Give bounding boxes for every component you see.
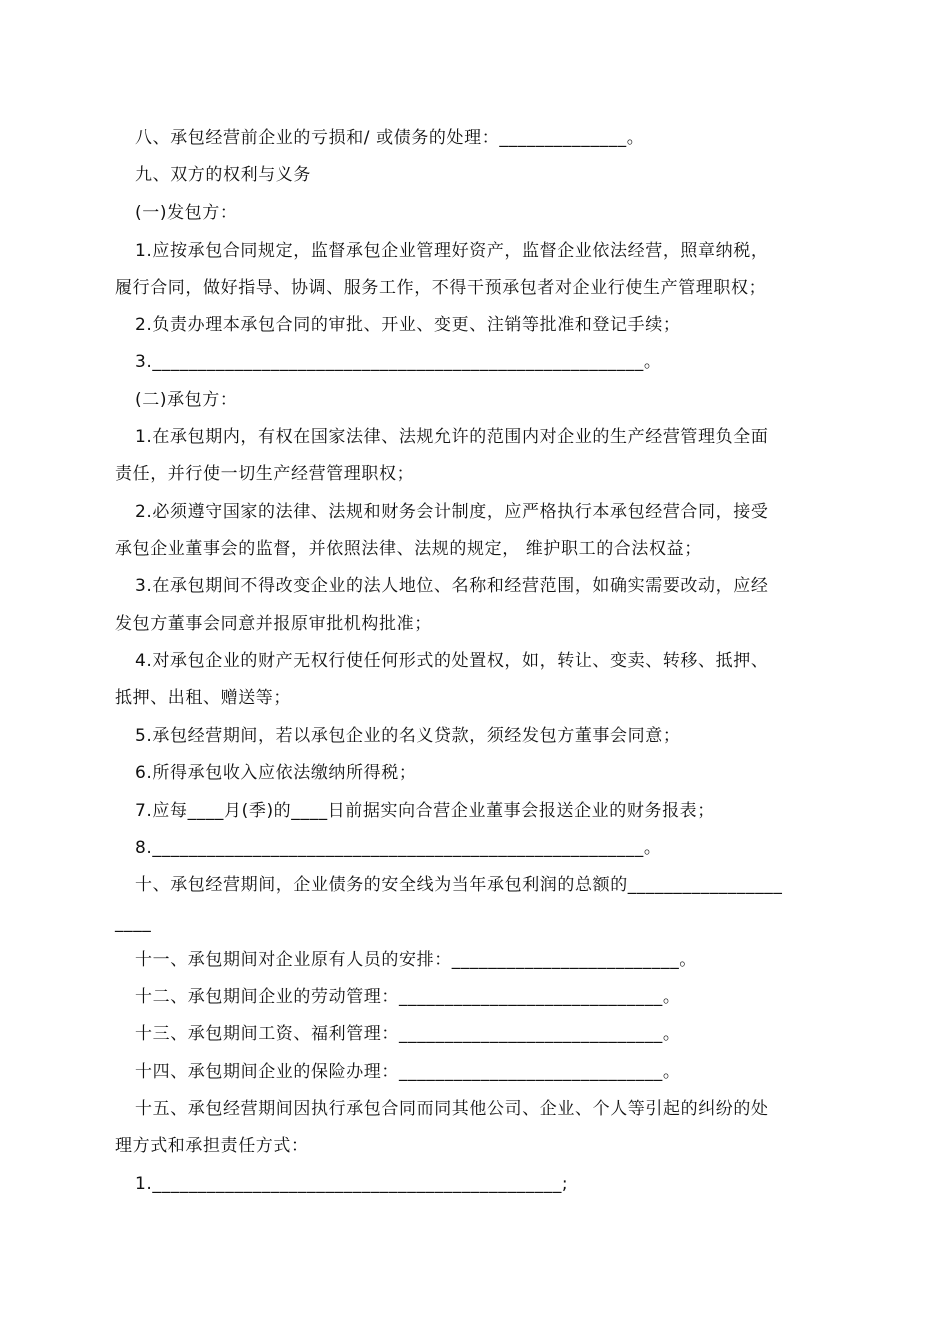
contractor-item-3-line-2: 发包方董事会同意并报原审批机构批准； bbox=[115, 614, 432, 634]
contractor-item-1-line-1: 1.在承包期内，有权在国家法律、法规允许的范围内对企业的生产经营管理负全面 bbox=[135, 427, 769, 447]
clause-10-debt-safety-line: 十、承包经营期间，企业债务的安全线为当年承包利润的总额的_________________ bbox=[135, 875, 783, 895]
clause-11-staff-arrangement: 十一、承包期间对企业原有人员的安排：_________________________。 bbox=[135, 950, 697, 970]
clause-10-continuation: ____ bbox=[115, 913, 152, 933]
contractor-item-1-line-2: 责任，并行使一切生产经营管理职权； bbox=[115, 464, 415, 484]
contractor-item-2-line-1: 2.必须遵守国家的法律、法规和财务会计制度，应严格执行本承包经营合同，接受 bbox=[135, 502, 769, 522]
section-contractor-issuer-heading: (一)发包方： bbox=[135, 203, 238, 223]
contractor-item-4-line-1: 4.对承包企业的财产无权行使任何形式的处置权，如，转让、变卖、转移、抵押、 bbox=[135, 651, 769, 671]
contractor-item-7: 7.应每____月(季)的____日前据实向合营企业董事会报送企业的财务报表； bbox=[135, 801, 715, 821]
clause-15-item-1-blank: 1._____________________________________________; bbox=[135, 1174, 569, 1194]
clause-9-heading: 九、双方的权利与义务 bbox=[135, 165, 311, 185]
contractor-item-4-line-2: 抵押、出租、赠送等； bbox=[115, 688, 291, 708]
clause-15-line-1: 十五、承包经营期间因执行承包合同而同其他公司、企业、个人等引起的纠纷的处 bbox=[135, 1099, 769, 1119]
contractor-item-5: 5.承包经营期间，若以承包企业的名义贷款，须经发包方董事会同意； bbox=[135, 726, 681, 746]
clause-13-wage-welfare: 十三、承包期间工资、福利管理：_____________________________。 bbox=[135, 1024, 681, 1044]
contractor-item-3-line-1: 3.在承包期间不得改变企业的法人地位、名称和经营范围，如确实需要改动，应经 bbox=[135, 576, 769, 596]
clause-8-loss-debt-handling: 八、承包经营前企业的亏损和/ 或债务的处理：______________。 bbox=[135, 128, 645, 148]
issuer-item-1-line-2: 履行合同，做好指导、协调、服务工作，不得干预承包者对企业行使生产管理职权； bbox=[115, 278, 767, 298]
contractor-item-8-blank: 8.______________________________________________________。 bbox=[135, 838, 662, 858]
clause-12-labor-management: 十二、承包期间企业的劳动管理：_____________________________。 bbox=[135, 987, 681, 1007]
issuer-item-1-line-1: 1.应按承包合同规定，监督承包企业管理好资产，监督企业依法经营，照章纳税， bbox=[135, 241, 769, 261]
contractor-item-2-line-2: 承包企业董事会的监督，并依照法律、法规的规定， 维护职工的合法权益； bbox=[115, 539, 702, 559]
contractor-item-6: 6.所得承包收入应依法缴纳所得税； bbox=[135, 763, 417, 783]
section-contractor-heading: (二)承包方： bbox=[135, 390, 238, 410]
clause-14-insurance: 十四、承包期间企业的保险办理：_____________________________。 bbox=[135, 1062, 681, 1082]
issuer-item-2: 2.负责办理本承包合同的审批、开业、变更、注销等批准和登记手续； bbox=[135, 315, 681, 335]
clause-15-line-2: 理方式和承担责任方式： bbox=[115, 1136, 309, 1156]
issuer-item-3-blank: 3.______________________________________________________。 bbox=[135, 352, 662, 372]
